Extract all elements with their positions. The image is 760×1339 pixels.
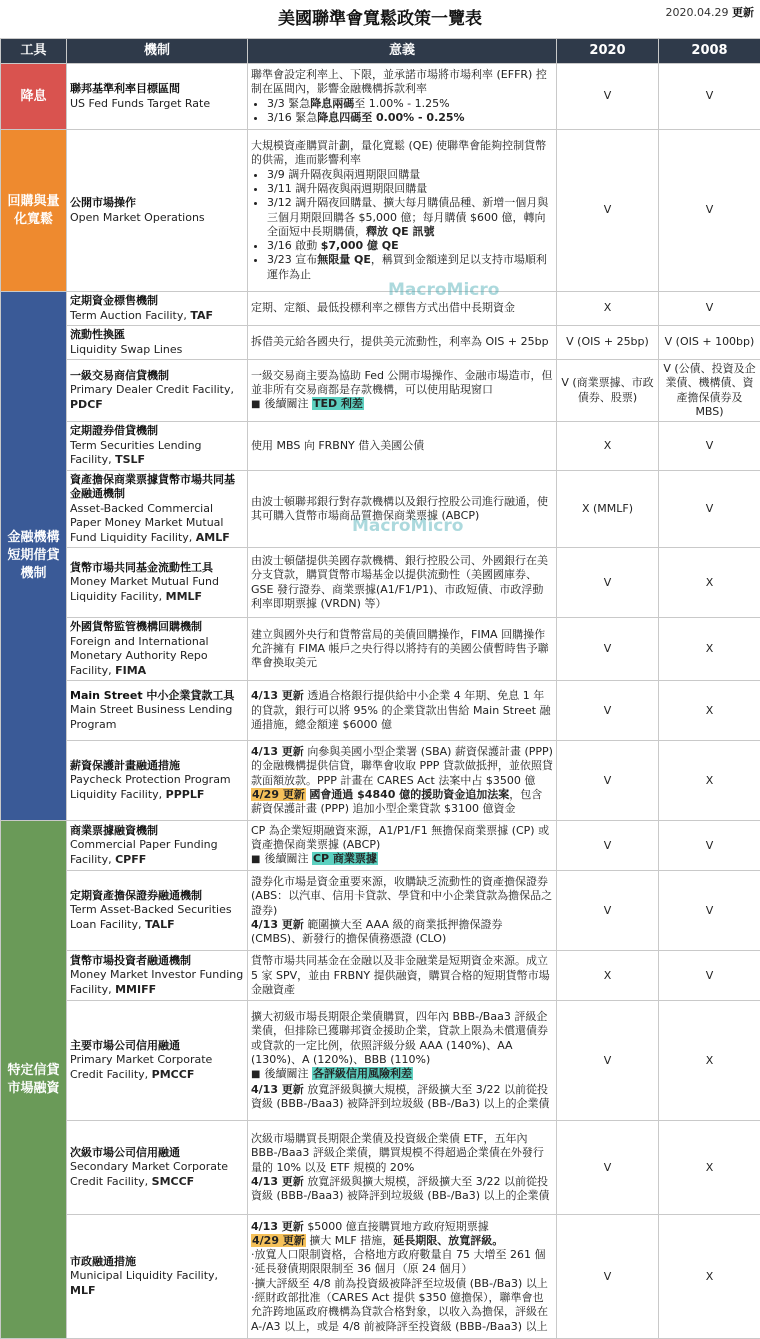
mechanism-zh: 定期證券借貸機制: [70, 424, 244, 439]
list-item: [267, 97, 553, 111]
mechanism-cell: [67, 292, 248, 326]
update-date-value: 2020.04.29: [666, 6, 729, 19]
mechanism-zh: 流動性換匯: [70, 328, 244, 343]
list-item: [267, 196, 553, 239]
update-tag: 4/13 更新: [251, 918, 304, 931]
table-row: [1, 470, 760, 548]
meaning-text: 一級交易商主要為協助 Fed 公開市場操作、金融市場造市，但並非所有交易商都是存款機構，可以使用貼現窗口: [251, 369, 553, 398]
col-header-tool: 工具: [1, 39, 67, 64]
meaning-list: [251, 168, 553, 282]
value-2008: X: [659, 618, 760, 681]
mechanism-en-text: Term Securities Lending Facility,: [70, 439, 202, 467]
table-row: [1, 64, 760, 130]
update-tag: 4/13 更新: [251, 745, 304, 758]
meaning-text: 放寬評級與擴大規模，評級擴大至 3/22 以前從投資級 (BBB-/Baa3) 被降評到垃圾級 (BB-/Ba3) 以上的企業債: [251, 1083, 550, 1110]
value-2008: X: [659, 681, 760, 741]
mechanism-cell: [67, 360, 248, 422]
mechanism-abbr: CPFF: [115, 853, 146, 866]
detail-item: ‧延長發債期限限制至 36 個月（原 24 個月）: [251, 1262, 553, 1276]
value-2020: V: [557, 618, 659, 681]
group-qe: 回購與量化寬鬆: [1, 130, 67, 292]
item-strong: 降息四碼至 0.00% - 0.25%: [317, 111, 464, 124]
table-row: [1, 548, 760, 618]
item-text: ，稱買到金額達到足以支持市場順利運作為止: [267, 253, 547, 280]
meaning-text: ，包含薪資保護計畫 (PPP) 追加小型企業貸款 $3100 億資金: [251, 788, 542, 815]
meaning-cell: [248, 741, 557, 821]
follow-note: [251, 1067, 553, 1082]
col-header-meaning: 意義: [248, 39, 557, 64]
item-text: 3/16 緊急: [267, 111, 317, 124]
value-2008: V: [659, 64, 760, 130]
meaning-text: $5000 億直接購買地方政府短期票據: [307, 1220, 489, 1233]
table-row: [1, 741, 760, 821]
detail-item: ‧放寬人口限制資格，合格地方政府數量自 75 大增至 261 個: [251, 1248, 553, 1262]
mechanism-cell: [67, 64, 248, 130]
meaning-cell: 貨幣市場共同基金在金融以及非金融業是短期資金來源。成立 5 家 SPV，並由 FRBNY 提供融資，購買合格的短期貨幣市場金融資產: [248, 951, 557, 1001]
mechanism-abbr: SMCCF: [152, 1175, 195, 1188]
table-row: [1, 360, 760, 422]
meaning-cell: [248, 1121, 557, 1215]
mechanism-cell: [67, 422, 248, 471]
mechanism-en-text: Primary Market Corporate Credit Facility,: [70, 1053, 212, 1081]
watermark-logo: MacroMicro: [388, 280, 499, 300]
update-label: 更新: [732, 6, 754, 19]
mechanism-zh: 薪資保護計畫融通措施: [70, 759, 244, 774]
item-text: 至 1.00% - 1.25%: [354, 97, 449, 110]
follow-highlight: 各評級信用風險利差: [312, 1067, 413, 1080]
square-bullet-icon: ■: [251, 399, 260, 410]
mechanism-en-text: Term Auction Facility,: [70, 309, 187, 322]
mechanism-abbr: PDCF: [70, 398, 103, 411]
table-row: [1, 821, 760, 871]
update-note: [251, 1175, 553, 1204]
item-strong: 無限量 QE: [317, 253, 371, 266]
meaning-text: 放寬評級與擴大規模，評級擴大至 3/22 以前從投資級 (BBB-/Baa3) 被降評到垃圾級 (BB-/Ba3) 以上的企業債: [251, 1175, 550, 1202]
meaning-text: 範圍擴大至 AAA 級的商業抵押擔保證券(CMBS)、新發行的擔保債務憑證 (CLO): [251, 918, 503, 945]
value-2008: V: [659, 470, 760, 548]
table-row: [1, 130, 760, 292]
value-2020: V (OIS + 25bp): [557, 326, 659, 360]
list-item: • 3/9 調升隔夜與兩週期限回購量: [267, 168, 553, 182]
mechanism-en: [70, 439, 244, 468]
value-2008: V (OIS + 100bp): [659, 326, 760, 360]
mechanism-en: [70, 968, 244, 997]
value-2008: V: [659, 130, 760, 292]
meaning-cell: 使用 MBS 向 FRBNY 借入美國公債: [248, 422, 557, 471]
mechanism-en: [70, 1160, 244, 1189]
value-2008: X: [659, 548, 760, 618]
meaning-cell: [248, 64, 557, 130]
mechanism-zh: 貨幣市場共同基金流動性工具: [70, 561, 244, 576]
mechanism-en-text: Municipal Liquidity Facility,: [70, 1269, 218, 1282]
value-2008: X: [659, 1001, 760, 1121]
mechanism-en: [70, 773, 244, 802]
mechanism-cell: [67, 130, 248, 292]
value-2008: X: [659, 1215, 760, 1339]
table-row: [1, 681, 760, 741]
mechanism-zh: 商業票據融資機制: [70, 824, 244, 839]
mechanism-cell: [67, 681, 248, 741]
meaning-text: 向參與美國小型企業署 (SBA) 薪資保護計畫 (PPP) 的金融機構提供信貸，聯準會收取 PPP 貸款做抵押，並依照貸款面額放款。PPP 計畫在 CARES Act 法案中占 $3500 億: [251, 745, 553, 787]
value-2020: V: [557, 741, 659, 821]
follow-highlight: TED 利差: [312, 397, 364, 410]
item-strong: $7,000 億 QE: [321, 239, 399, 252]
value-2008: V (公債、投資及企業債、機構債、資產擔保債券及 MBS): [659, 360, 760, 422]
square-bullet-icon: ■: [251, 854, 260, 865]
value-2020: V: [557, 548, 659, 618]
value-2020: X (MMLF): [557, 470, 659, 548]
mechanism-en-text: Money Market Investor Funding Facility,: [70, 968, 243, 996]
mechanism-en: [70, 502, 244, 546]
mechanism-en: [70, 575, 244, 604]
mechanism-cell: [67, 326, 248, 360]
meaning-cell: [248, 1001, 557, 1121]
col-header-mechanism: 機制: [67, 39, 248, 64]
mechanism-cell: [67, 618, 248, 681]
item-strong: 降息兩碼: [310, 97, 354, 110]
table-row: [1, 951, 760, 1001]
mechanism-zh: 次級市場公司信用融通: [70, 1146, 244, 1161]
follow-note: [251, 397, 553, 412]
meaning-cell: [248, 821, 557, 871]
mechanism-en-text: Paycheck Protection Program Liquidity Facility,: [70, 773, 231, 801]
value-2020: V (商業票據、市政債券、股票): [557, 360, 659, 422]
page-title: 美國聯準會寬鬆政策一覽表: [0, 0, 760, 38]
group-rate-cut: 降息: [1, 64, 67, 130]
mechanism-zh: 貨幣市場投資者融通機制: [70, 954, 244, 969]
value-2008: V: [659, 821, 760, 871]
update-tag: 4/13 更新: [251, 1220, 304, 1233]
mechanism-cell: [67, 470, 248, 548]
meaning-cell: [248, 681, 557, 741]
mechanism-cell: [67, 1215, 248, 1339]
item-strong: 釋放 QE 訊號: [366, 225, 435, 238]
mechanism-en: [70, 383, 244, 412]
value-2020: X: [557, 422, 659, 471]
group-credit-markets: 特定信貸市場融資: [1, 821, 67, 1339]
meaning-text: 聯準會設定利率上、下限，並承諾市場將市場利率 (EFFR) 控制在區間內，影響金融機構拆款利率: [251, 68, 553, 97]
value-2020: V: [557, 1001, 659, 1121]
item-text: 3/23 宣布: [267, 253, 317, 266]
table-row: [1, 422, 760, 471]
follow-highlight: CP 商業票據: [312, 852, 378, 865]
meaning-list: [251, 97, 553, 126]
mechanism-abbr: MLF: [70, 1284, 95, 1297]
title-bar: [0, 0, 760, 38]
value-2020: V: [557, 821, 659, 871]
mechanism-en: [70, 635, 244, 679]
policy-table: [0, 38, 760, 1339]
square-bullet-icon: ■: [251, 1069, 260, 1080]
mechanism-zh: 一級交易商信貸機制: [70, 369, 244, 384]
value-2020: V: [557, 1121, 659, 1215]
mechanism-en-text: US Fed Funds Target Rate: [70, 97, 210, 110]
detail-item: ‧擴大評級至 4/8 前為投資級被降評至垃圾債 (BB-/Ba3) 以上: [251, 1277, 553, 1291]
mechanism-en-text: Foreign and International Monetary Authority Repo Facility,: [70, 635, 209, 677]
value-2008: V: [659, 292, 760, 326]
value-2008: V: [659, 951, 760, 1001]
meaning-text: 透過合格銀行提供給中小企業 4 年期、免息 1 年的貸款，銀行可以將 95% 的企業貸款出售給 Main Street 融通措施，總金額達 $6000 億: [251, 689, 551, 731]
group-short-term-lending: 金融機構短期借貸機制: [1, 292, 67, 821]
follow-note: [251, 852, 553, 867]
update-note: [251, 1234, 553, 1248]
update-tag: 4/13 更新: [251, 1175, 304, 1188]
mechanism-cell: [67, 1001, 248, 1121]
item-text: 3/16 啟動: [267, 239, 317, 252]
mechanism-en: [70, 1269, 244, 1298]
follow-label: 後續關注: [264, 1067, 308, 1080]
mechanism-en-text: Term Asset-Backed Securities Loan Facility,: [70, 903, 232, 931]
meaning-strong: 國會通過 $4840 億的援助資金追加法案: [309, 788, 509, 801]
meaning-cell: [248, 871, 557, 951]
mechanism-en: Open Market Operations: [70, 211, 244, 226]
meaning-text: 大規模資產購買計劃，量化寬鬆 (QE) 使聯準會能夠控制貨幣的供需，進而影響利率: [251, 139, 553, 168]
mechanism-en: [70, 309, 244, 324]
value-2020: V: [557, 1215, 659, 1339]
meaning-cell: 建立與國外央行和貨幣當局的美債回購操作，FIMA 回購操作允許擁有 FIMA 帳戶之央行得以將持有的美國公債暫時售予聯準會換取美元: [248, 618, 557, 681]
value-2020: V: [557, 130, 659, 292]
value-2020: V: [557, 64, 659, 130]
meaning-cell: 拆借美元給各國央行，提供美元流動性，利率為 OIS + 25bp: [248, 326, 557, 360]
value-2020: X: [557, 292, 659, 326]
col-header-2020: 2020: [557, 39, 659, 64]
value-2008: X: [659, 1121, 760, 1215]
update-tag: 4/13 更新: [251, 1083, 304, 1096]
mechanism-abbr: MMLF: [166, 590, 202, 603]
mechanism-abbr: TSLF: [115, 453, 145, 466]
mechanism-abbr: MMIFF: [115, 983, 156, 996]
meaning-cell: 由波士頓聯邦銀行對存款機構以及銀行控股公司進行融通，使其可購入貨幣市場商品質擔保商業票據 (ABCP): [248, 470, 557, 548]
list-item: [267, 253, 553, 282]
table-row: [1, 618, 760, 681]
mechanism-en: Liquidity Swap Lines: [70, 343, 244, 358]
table-header-row: [1, 39, 760, 64]
mechanism-en-text: Asset-Backed Commercial Paper Money Market Mutual Fund Liquidity Facility,: [70, 502, 223, 544]
update-note: [251, 918, 553, 947]
follow-label: 後續關注: [264, 852, 308, 865]
value-2020: V: [557, 871, 659, 951]
mechanism-en-text: Money Market Mutual Fund Liquidity Facility,: [70, 575, 219, 603]
table-row: [1, 1121, 760, 1215]
update-note: [251, 1220, 553, 1234]
value-2020: X: [557, 951, 659, 1001]
mechanism-zh: 主要市場公司信用融通: [70, 1039, 244, 1054]
mechanism-zh: 外國貨幣監管機構回購機制: [70, 620, 244, 635]
table-row: [1, 1001, 760, 1121]
list-item: [267, 111, 553, 125]
meaning-strong: 延長期限、放寬評級。: [393, 1234, 503, 1247]
list-item: • 3/11 調升隔夜與兩週期限回購量: [267, 182, 553, 196]
meaning-cell: [248, 360, 557, 422]
mechanism-zh: 定期資產擔保證券融通機制: [70, 889, 244, 904]
mechanism-cell: [67, 951, 248, 1001]
value-2008: V: [659, 871, 760, 951]
watermark-logo: MacroMicro: [352, 516, 463, 536]
mechanism-abbr: FIMA: [115, 664, 146, 677]
col-header-2008: 2008: [659, 39, 760, 64]
mechanism-zh: 定期資金標售機制: [70, 294, 244, 309]
mechanism-en-text: Secondary Market Corporate Credit Facility,: [70, 1160, 228, 1188]
table-row: [1, 1215, 760, 1339]
mechanism-en: [70, 838, 244, 867]
meaning-cell: 定期、定額、最低投標利率之標售方式出借中長期資金: [248, 292, 557, 326]
mechanism-zh: Main Street 中小企業貸款工具: [70, 689, 244, 704]
mechanism-en: [70, 903, 244, 932]
meaning-cell: [248, 130, 557, 292]
mechanism-abbr: TALF: [145, 918, 175, 931]
mechanism-zh: 資產擔保商業票據貨幣市場共同基金融通機制: [70, 473, 244, 502]
follow-label: 後續關注: [264, 397, 308, 410]
update-tag-highlight: 4/29 更新: [251, 1234, 306, 1247]
mechanism-abbr: PMCCF: [152, 1068, 195, 1081]
mechanism-zh: 聯邦基準利率目標區間: [70, 82, 244, 97]
value-2008: X: [659, 741, 760, 821]
meaning-text: 擴大初級市場長期限企業債購買，四年內 BBB-/Baa3 評級企業債，但排除已獲聯邦資金援助企業，貸款上限為未償還債券或貸款的一定比例，依照評級分級 AAA (140%)、AA (130%)、A (120%)、BBB (110%): [251, 1010, 553, 1067]
item-text: 3/3 緊急: [267, 97, 310, 110]
meaning-text: 擴大 MLF 措施，: [309, 1234, 393, 1247]
mechanism-en-text: Commercial Paper Funding Facility,: [70, 838, 218, 866]
meaning-text: CP 為企業短期融資來源，A1/P1/F1 無擔保商業票據 (CP) 或資產擔保商業票據 (ABCP): [251, 824, 553, 853]
mechanism-cell: [67, 741, 248, 821]
item-text: 3/12 調升隔夜回購量、擴大每月購債品種、新增一個月與三個月期限回購各 $5,000 億；每月購債 $600 億，轉向全面短中長期購債，: [267, 196, 548, 238]
table-row: [1, 292, 760, 326]
mechanism-zh: 公開市場操作: [70, 196, 244, 211]
update-note: [251, 1083, 553, 1112]
mechanism-cell: [67, 1121, 248, 1215]
table-row: [1, 871, 760, 951]
mechanism-en: [70, 1053, 244, 1082]
mechanism-abbr: AMLF: [196, 531, 230, 544]
mechanism-en: Main Street Business Lending Program: [70, 703, 244, 732]
mechanism-cell: [67, 548, 248, 618]
mechanism-cell: [67, 871, 248, 951]
value-2020: V: [557, 681, 659, 741]
update-date: [666, 4, 754, 20]
mechanism-en-text: Primary Dealer Credit Facility,: [70, 383, 234, 396]
mechanism-abbr: PPPLF: [166, 788, 205, 801]
meaning-text: 證券化市場是資金重要來源，收購缺乏流動性的資產擔保證券 (ABS：以汽車、信用卡貸款、學貸和中小企業貸款為擔保品之證券): [251, 875, 553, 918]
value-2008: V: [659, 422, 760, 471]
table-row: [1, 326, 760, 360]
update-tag: 4/13 更新: [251, 689, 304, 702]
update-tag-highlight: 4/29 更新: [251, 788, 306, 801]
meaning-cell: [248, 1215, 557, 1339]
list-item: [267, 239, 553, 253]
mechanism-zh: 市政融通措施: [70, 1255, 244, 1270]
meaning-text: 次級市場購買長期限企業債及投資級企業債 ETF，五年內 BBB-/Baa3 評級企業債，購買規模不得超過企業債在外發行量的 10% 以及 ETF 規模的 20%: [251, 1132, 553, 1175]
meaning-cell: 由波士頓儲提供美國存款機構、銀行控股公司、外國銀行在美分支貸款，購買貨幣市場基金以提供流動性（美國國庫券、GSE 發行證券、商業票據(A1/F1/P1)、市政短債、市政浮動利率即期票據 (VRDN) 等）: [248, 548, 557, 618]
detail-item: ‧經財政部批准（CARES Act 提供 $350 億擔保），聯準會也允許跨地區政府機構為貸款合格對象，以收入為擔保，評級在 A-/A3 以上，或是 4/8 前被降評至投資級 (BBB-/Baa3) 以上: [251, 1291, 553, 1334]
mechanism-cell: [67, 821, 248, 871]
mechanism-abbr: TAF: [190, 309, 213, 322]
mechanism-en: [70, 97, 244, 112]
